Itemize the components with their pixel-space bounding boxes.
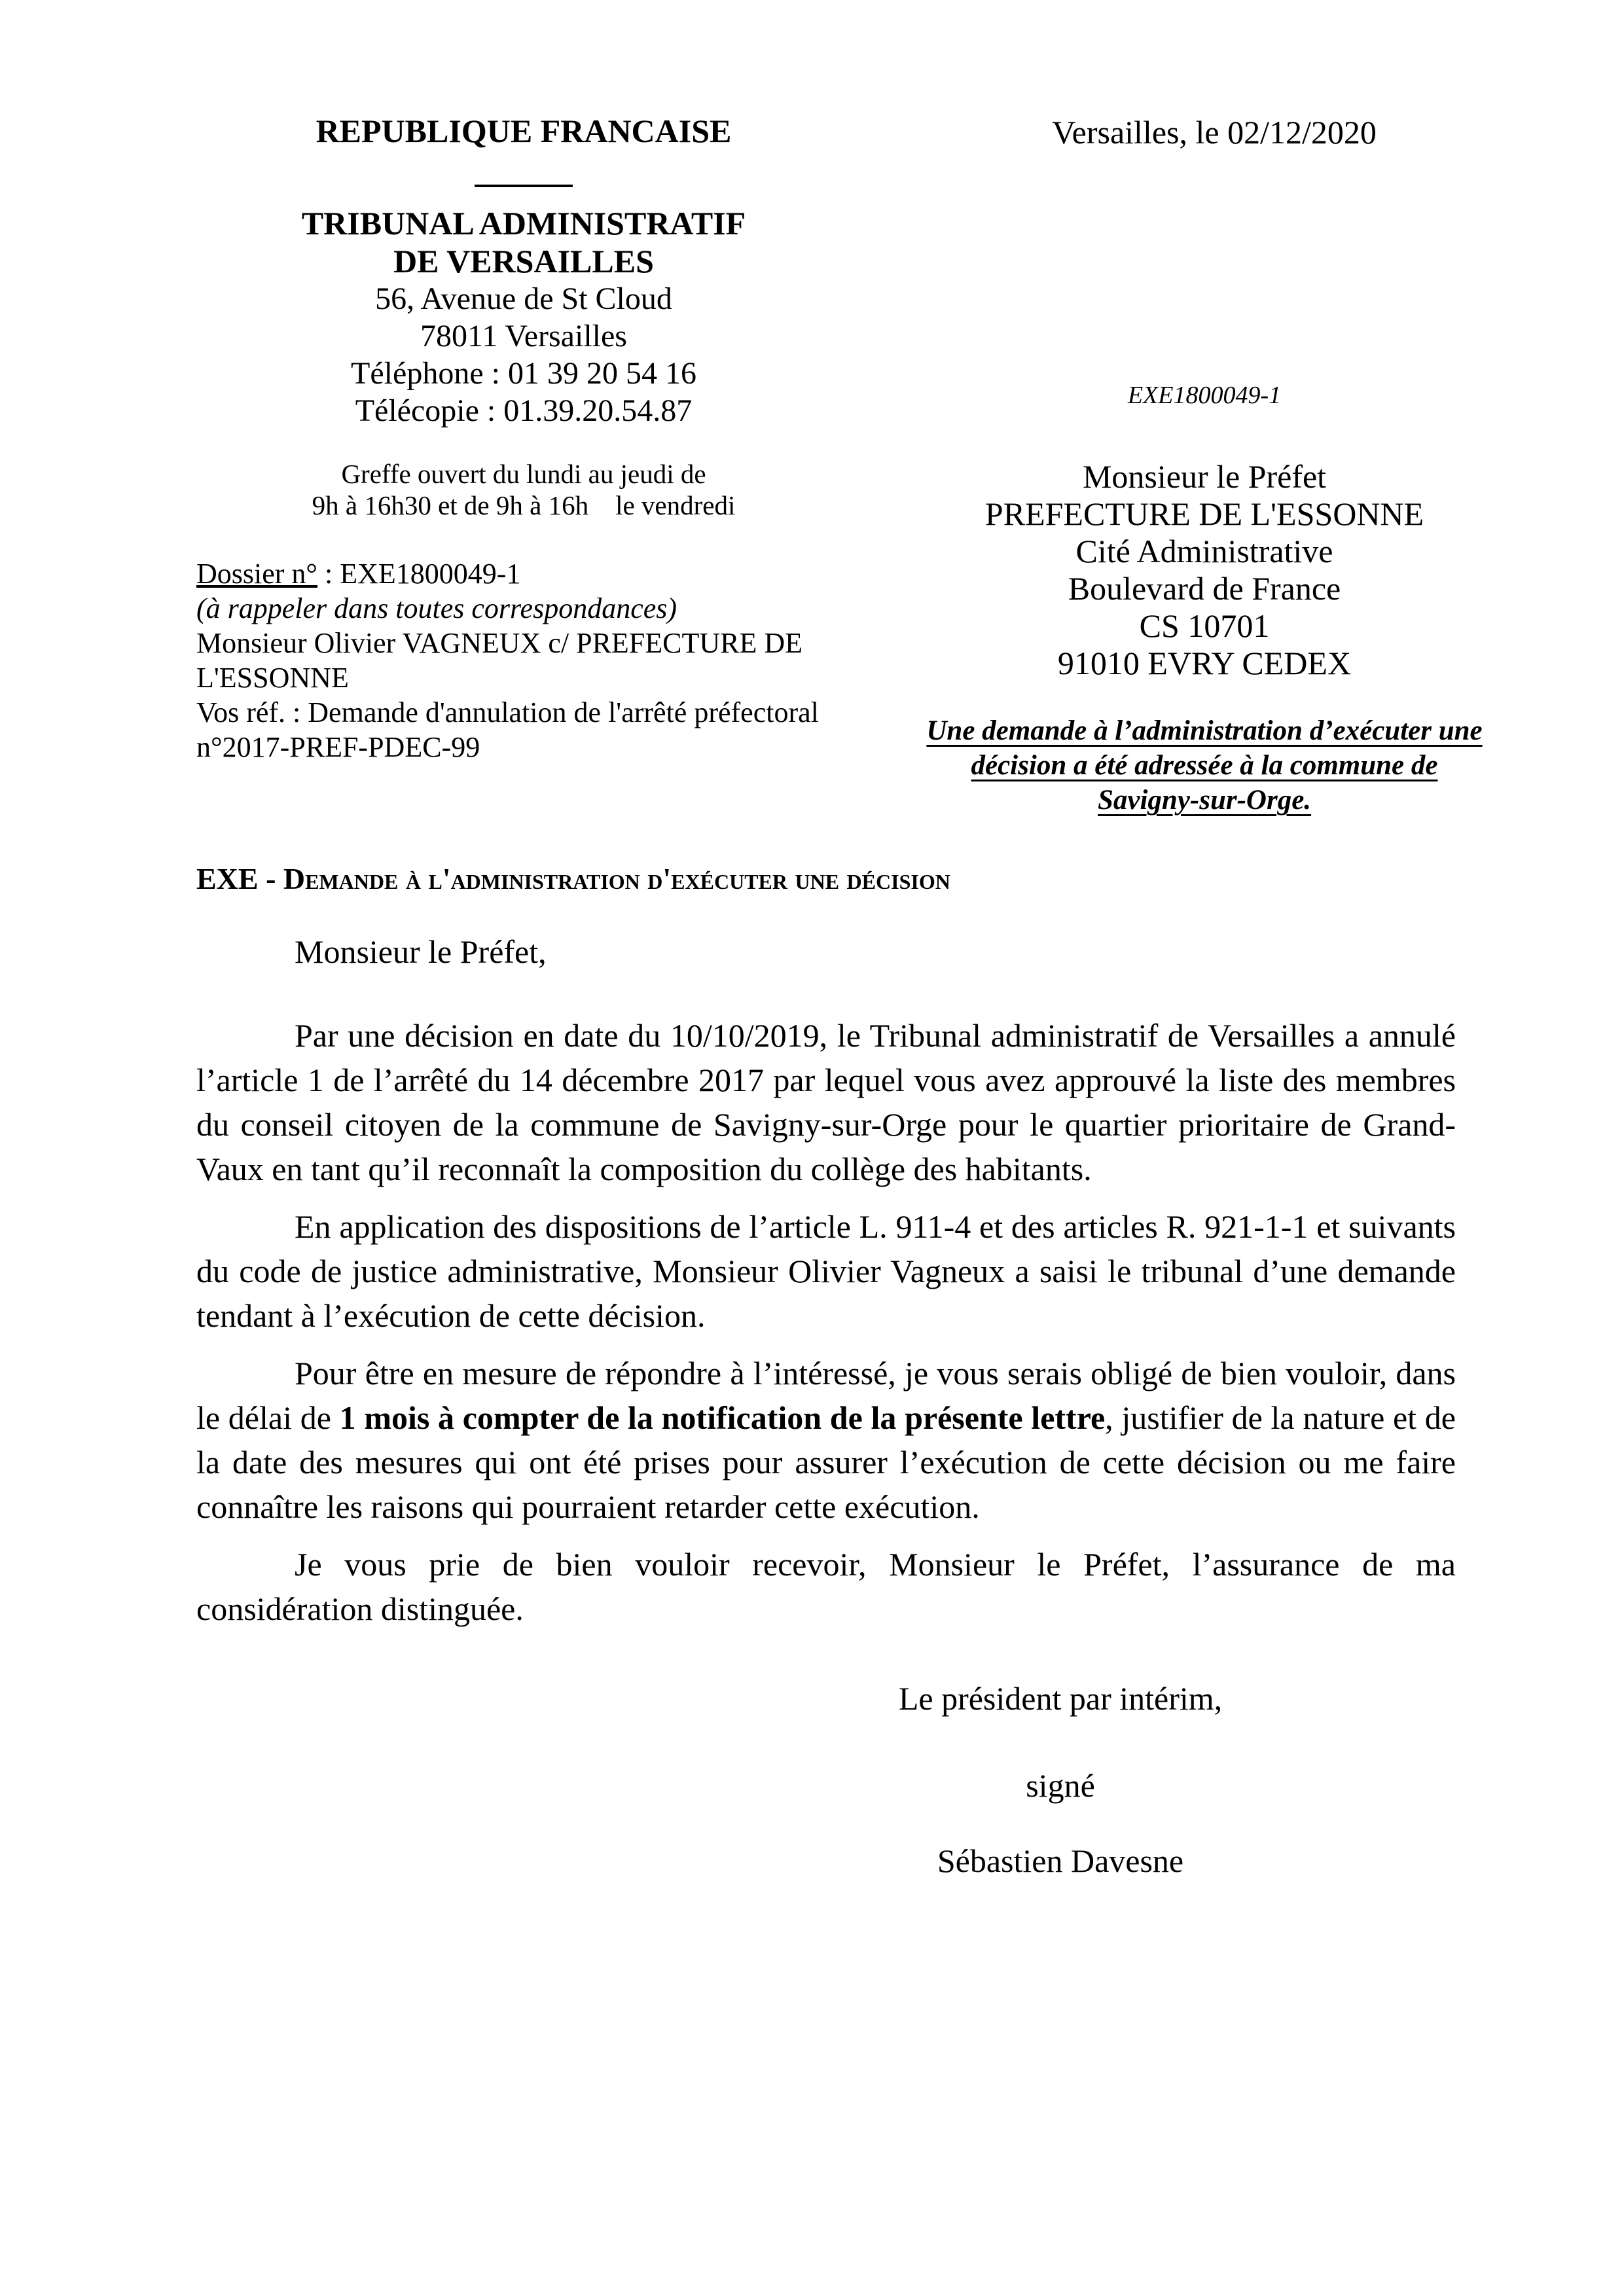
republic-title: REPUBLIQUE FRANCAISE [316,113,732,149]
letterhead-divider [475,185,573,187]
notice-line2: décision a été adressée à la commune de [971,750,1438,781]
signatory-title: Le président par intérim, [898,1680,1223,1717]
paragraph-1: Par une décision en date du 10/10/2019, le Tribunal administratif de Versailles a annulé l’article 1 de l’arrêté du 14 décembre 2017 par lequel vous avez approuvé la liste des membres du conseil citoyen de la commune de Savigny-sur-Orge pour le quartier prioritaire de Grand-Vaux en tant qu’il reconnaît la composition du collège des habitants. [196,1017,1456,1187]
court-street: 56, Avenue de St Cloud [375,281,672,316]
paragraph-4: Je vous prie de bien vouloir recevoir, Monsieur le Préfet, l’assurance de ma considération distinguée. [196,1546,1456,1627]
court-fax: Télécopie : 01.39.20.54.87 [355,393,693,428]
recipient-line4: Boulevard de France [1068,570,1341,607]
place-date-line: Versailles, le 02/12/2020 [1052,114,1377,151]
letterhead [196,111,851,521]
dossier-number-line [196,556,943,591]
recipient-address [877,458,1532,682]
signatory-name: Sébastien Davesne [937,1842,1184,1879]
salutation: Monsieur le Préfet, [295,933,547,970]
notice-line3: Savigny-sur-Orge. [1097,785,1312,816]
dossier-block [196,556,943,764]
recipient-line5: CS 10701 [1139,607,1270,644]
case-parties-line1: Monsieur Olivier VAGNEUX c/ PREFECTURE DE [196,627,803,659]
case-parties-line2: L'ESSONNE [196,662,349,694]
paragraph-3-deadline: 1 mois à compter de la notification de la présente lettre [339,1399,1106,1436]
court-name-line2: DE VERSAILLES [393,243,654,279]
subject-line: EXE - Demande à l'administration d'exécuter une décision [196,862,950,895]
case-reference: EXE1800049-1 [1127,382,1282,409]
notice-line1: Une demande à l’administration d’exécuter une [926,715,1483,746]
execution-notice [890,713,1519,817]
signed-mention: signé [1026,1767,1095,1804]
dossier-reminder: (à rappeler dans toutes correspondances) [196,592,677,624]
recipient-line3: Cité Administrative [1075,533,1333,569]
court-city: 78011 Versailles [420,319,627,353]
paragraph-2: En application des dispositions de l’article L. 911-4 et des articles R. 921-1-1 et suivants du code de justice administrative, Monsieur Olivier Vagneux a saisi le tribunal d’une demande tendant à l’exécution de cette décision. [196,1208,1456,1334]
recipient-line2: PREFECTURE DE L'ESSONNE [984,495,1424,532]
greffe-hours-line2: 9h à 16h30 et de 9h à 16h le vendredi [312,490,736,520]
your-ref-line1: Vos réf. : Demande d'annulation de l'arrêté préfectoral [196,696,819,728]
signature-block [733,1679,1388,1880]
recipient-line6: 91010 EVRY CEDEX [1057,645,1352,681]
paragraph-3-pre: Pour être en mesure de répondre à l’intéressé, je vous serais obligé de bien vouloir, dans le délai de [196,1355,1456,1436]
recipient-line1: Monsieur le Préfet [1082,458,1327,495]
dossier-label: Dossier n° [196,558,318,590]
greffe-hours-line1: Greffe ouvert du lundi au jeudi de [341,459,706,489]
paragraph-3 [196,1351,1456,1529]
paragraph-3-post: , justifier de la nature et de la date des mesures qui ont été prises pour assurer l’exécution de cette décision ou me faire connaître les raisons qui pourraient retarder cette exécution. [196,1399,1456,1525]
dossier-number: : EXE1800049-1 [317,558,521,590]
court-phone: Téléphone : 01 39 20 54 16 [351,356,696,391]
your-ref-line2: n°2017-PREF-PDEC-99 [196,731,480,763]
court-name-line1: TRIBUNAL ADMINISTRATIF [301,205,746,242]
letter-body [196,1013,1456,1644]
